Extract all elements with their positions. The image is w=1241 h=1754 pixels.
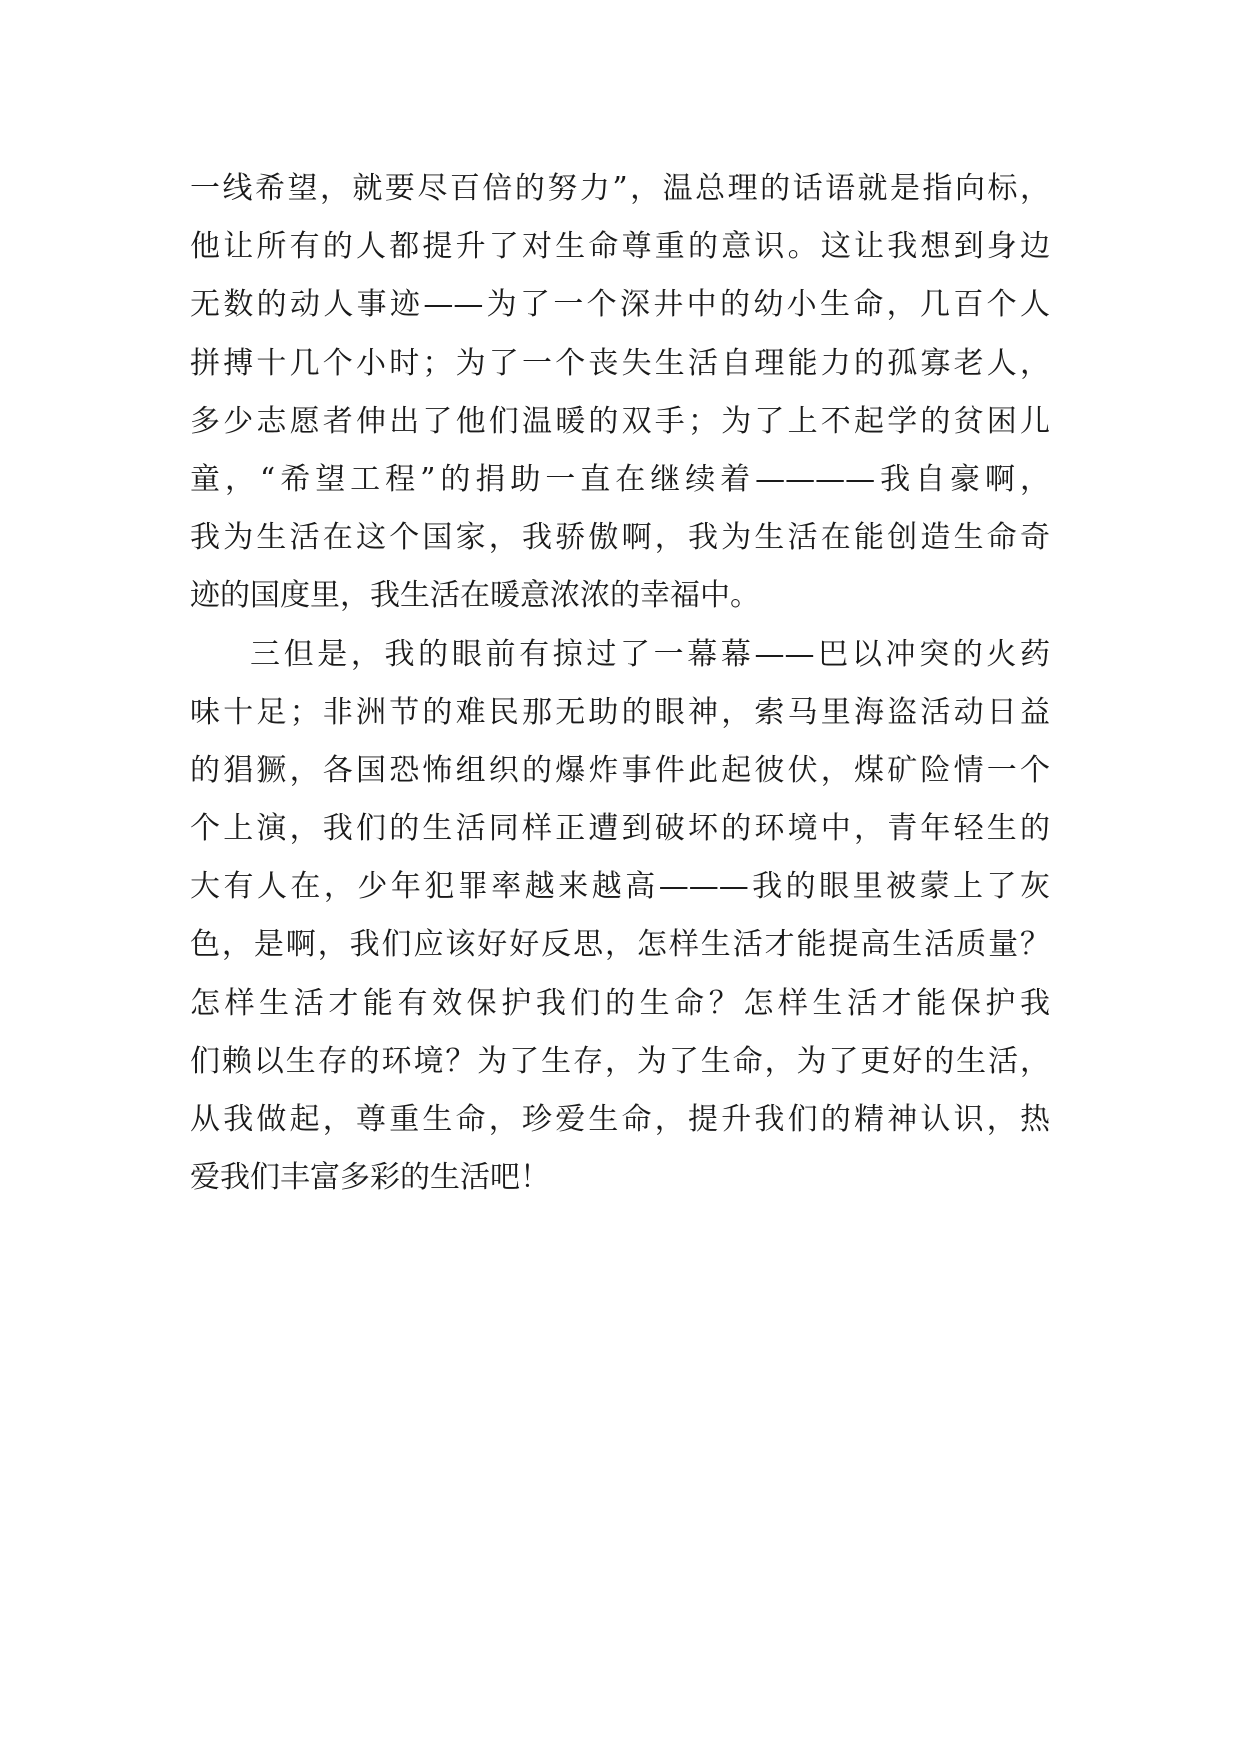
- paragraph-2: [190, 626, 1050, 1208]
- text-line: 大有人在，少年犯罪率越来越高———我的眼里被蒙上了灰: [190, 869, 1050, 905]
- text-line: 个上演，我们的生活同样正遭到破坏的环境中，青年轻生的: [190, 811, 1050, 847]
- text-line: 一线希望，就要尽百倍的努力”，温总理的话语就是指向标，: [190, 171, 1050, 206]
- text-line: 迹的国度里，我生活在暖意浓浓的幸福中。: [190, 578, 760, 614]
- text-line: 怎样生活才能有效保护我们的生命？怎样生活才能保护我: [190, 985, 1050, 1021]
- document-body: [190, 160, 1050, 1207]
- text-line: 我为生活在这个国家，我骄傲啊，我为生活在能创造生命奇: [190, 520, 1050, 556]
- text-line: 童，“希望工程”的捐助一直在继续着————我自豪啊，: [190, 461, 1050, 497]
- text-line: 他让所有的人都提升了对生命尊重的意识。这让我想到身边: [190, 229, 1050, 265]
- paragraph-1: [190, 160, 1050, 626]
- text-line: 多少志愿者伸出了他们温暖的双手；为了上不起学的贫困儿: [190, 403, 1050, 439]
- text-line: 色，是啊，我们应该好好反思，怎样生活才能提高生活质量？: [190, 927, 1050, 963]
- text-line: 们赖以生存的环境？为了生存，为了生命，为了更好的生活，: [190, 1043, 1050, 1079]
- text-line: 拼搏十几个小时；为了一个丧失生活自理能力的孤寡老人，: [190, 345, 1050, 381]
- text-line: 的猖獗，各国恐怖组织的爆炸事件此起彼伏，煤矿险情一个: [190, 752, 1050, 788]
- text-line: 爱我们丰富多彩的生活吧！: [190, 1160, 550, 1196]
- text-line: 从我做起，尊重生命，珍爱生命，提升我们的精神认识，热: [190, 1102, 1050, 1137]
- text-line: 无数的动人事迹——为了一个深井中的幼小生命，几百个人: [190, 287, 1050, 323]
- text-line: 三但是，我的眼前有掠过了一幕幕——巴以冲突的火药: [250, 636, 1050, 672]
- text-line: 味十足；非洲节的难民那无助的眼神，索马里海盗活动日益: [190, 694, 1050, 730]
